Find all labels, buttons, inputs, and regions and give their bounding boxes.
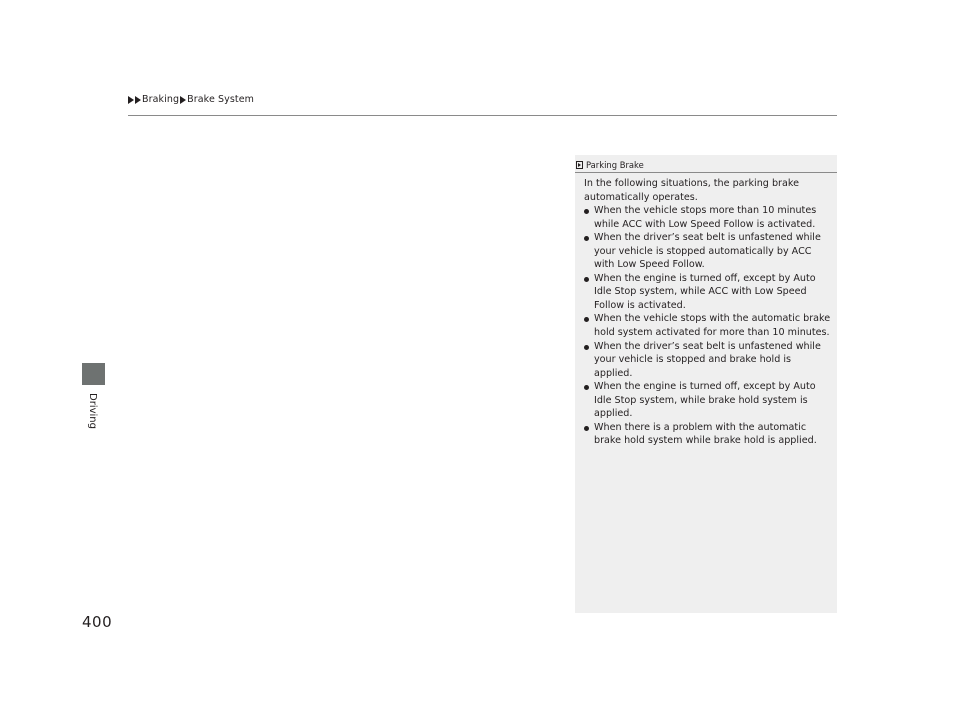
sidebar-heading-bar — [575, 157, 837, 173]
list-item-text: When there is a problem with the automatic brake hold system while brake hold is applied. — [594, 421, 817, 447]
bullet-dot-icon — [584, 426, 589, 431]
section-tab-label: Driving — [87, 393, 98, 429]
page-number: 400 — [82, 613, 113, 631]
section-tab — [82, 363, 105, 385]
bullet-dot-icon — [584, 385, 589, 390]
sidebar-heading: Parking Brake — [586, 159, 644, 170]
breadcrumb-item-braking[interactable]: Braking — [142, 94, 180, 105]
sidebar-intro: In the following situations, the parking brake automatically operates. — [584, 178, 799, 203]
bullet-dot-icon — [584, 209, 589, 214]
sidebar-body — [575, 173, 837, 448]
list-item-text: When the vehicle stops more than 10 minutes while ACC with Low Speed Follow is activated. — [594, 205, 817, 230]
list-item — [584, 421, 831, 448]
list-item-text: When the engine is turned off, except by Auto Idle Stop system, while ACC with Low Speed Follow is activated. — [594, 272, 816, 311]
breadcrumb-arrow-icon — [128, 96, 134, 104]
breadcrumb-arrow-icon — [135, 96, 141, 104]
list-item — [584, 312, 831, 339]
list-item — [584, 272, 831, 313]
bullet-dot-icon — [584, 317, 589, 322]
header-divider — [128, 115, 837, 116]
list-item-text: When the engine is turned off, except by Auto Idle Stop system, while brake hold system is applied. — [594, 381, 816, 420]
breadcrumb — [128, 94, 255, 105]
list-item — [584, 380, 831, 421]
list-item — [584, 231, 831, 272]
list-item-text: When the driver’s seat belt is unfastened while your vehicle is stopped automatically by ACC with Low Speed Follow. — [594, 232, 821, 271]
reference-arrow-icon — [576, 161, 583, 169]
bullet-dot-icon — [584, 345, 589, 350]
breadcrumb-item-brake-system[interactable]: Brake System — [187, 94, 255, 105]
sidebar-bullet-list — [584, 204, 831, 448]
list-item-text: When the vehicle stops with the automatic brake hold system activated for more than 10 minutes. — [594, 313, 831, 339]
list-item-text: When the driver’s seat belt is unfastened while your vehicle is stopped and brake hold is applied. — [594, 340, 821, 379]
list-item — [584, 340, 831, 381]
bullet-dot-icon — [584, 236, 589, 241]
sidebar-note — [575, 155, 837, 613]
bullet-dot-icon — [584, 277, 589, 282]
breadcrumb-arrow-icon — [180, 96, 186, 104]
list-item — [584, 204, 831, 231]
